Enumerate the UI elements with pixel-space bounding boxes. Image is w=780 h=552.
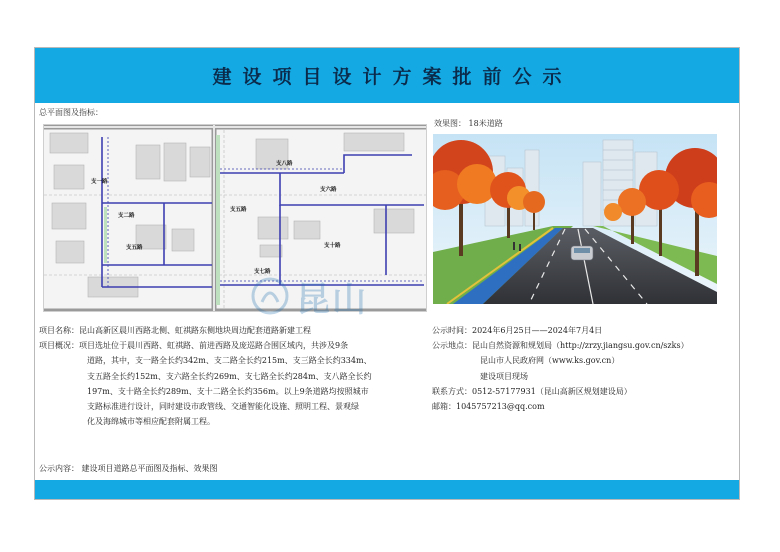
site-plan-drawing (44, 125, 427, 312)
render-label: 效果图： 18米道路 (434, 119, 503, 128)
road-label-zhi-liu: 支六路 (320, 187, 337, 193)
project-name-value: 昆山高新区晨川西路北侧、虹祺路东侧地块周边配套道路新建工程 (79, 326, 311, 335)
contact-row (432, 384, 737, 399)
project-overview-line-4: 197m、支十路全长约289m、支十二路全长约356m。以上9条道路均按照城市 (87, 386, 369, 396)
email-key: 邮箱： (432, 402, 456, 412)
publicity-time-row (432, 323, 737, 338)
road-label-zhi-wu-east: 支五路 (230, 207, 247, 213)
bottom-banner (35, 480, 739, 499)
plan-label: 总平面图及指标： (39, 108, 103, 117)
project-info-left (39, 323, 431, 429)
road-label-zhi-qi: 支七路 (254, 269, 271, 275)
publicity-content-row (39, 463, 218, 474)
project-overview-line-5: 支路标准进行设计，同时建设市政管线、交通智能化设施、照明工程、景观绿 (87, 402, 359, 412)
project-overview-line-6: 化及海绵城市等相应配套附属工程。 (87, 417, 215, 427)
project-overview-line-3: 支五路全长约152m、支六路全长约269m、支七路全长约284m、支八路全长约 (87, 371, 372, 381)
road-rendering-drawing (433, 134, 717, 304)
publicity-place-key: 公示地点： (432, 341, 472, 351)
project-overview-key: 项目概况： (39, 341, 79, 351)
publicity-time-key: 公示时间： (432, 326, 472, 335)
project-name-key: 项目名称： (39, 326, 79, 335)
notice-title: 建设项目设计方案批前公示 (212, 66, 573, 88)
project-overview-line-1: 项目选址位于晨川西路、虹祺路、前进西路及庞巡路合围区域内，共涉及9条 (79, 341, 349, 351)
publicity-time-value: 2024年6月25日——2024年7月4日 (472, 326, 603, 335)
project-overview-row (39, 338, 431, 353)
contact-key: 联系方式： (432, 386, 472, 396)
publicity-content-key: 公示内容： (39, 464, 79, 473)
title-banner (35, 48, 739, 103)
project-overview-line-2: 道路，其中，支一路全长约342m、支二路全长约215m、支三路全长约334m、 (87, 356, 372, 366)
site-plan-map (43, 124, 427, 312)
email-row (432, 399, 737, 414)
publicity-place-line-1: 昆山自然资源和规划局（http://zrzy.jiangsu.gov.cn/szks） (472, 341, 689, 351)
road-label-zhi-er: 支二路 (118, 213, 135, 219)
publicity-place-line-3: 建设项目现场 (480, 371, 528, 381)
road-label-zhi-shi: 支十路 (324, 243, 341, 249)
contact-value: 0512-57177931（昆山高新区规划建设局） (472, 386, 632, 396)
email-value: 1045757213@qq.com (456, 402, 545, 412)
publicity-place-line-2: 昆山市人民政府网（www.ks.gov.cn） (480, 356, 620, 366)
road-label-zhi-yi: 支一路 (91, 179, 108, 185)
road-label-zhi-ba: 支八路 (276, 161, 293, 167)
road-label-zhi-wu: 支五路 (126, 245, 143, 251)
project-info-right (432, 323, 737, 414)
project-name-row (39, 323, 431, 338)
watermark-text: 昆山 (296, 279, 368, 320)
road-rendering-image (433, 134, 717, 304)
publicity-place-row (432, 338, 737, 353)
publicity-content-value: 建设项目道路总平面图及指标、效果图 (81, 464, 218, 473)
notice-frame (34, 47, 740, 500)
